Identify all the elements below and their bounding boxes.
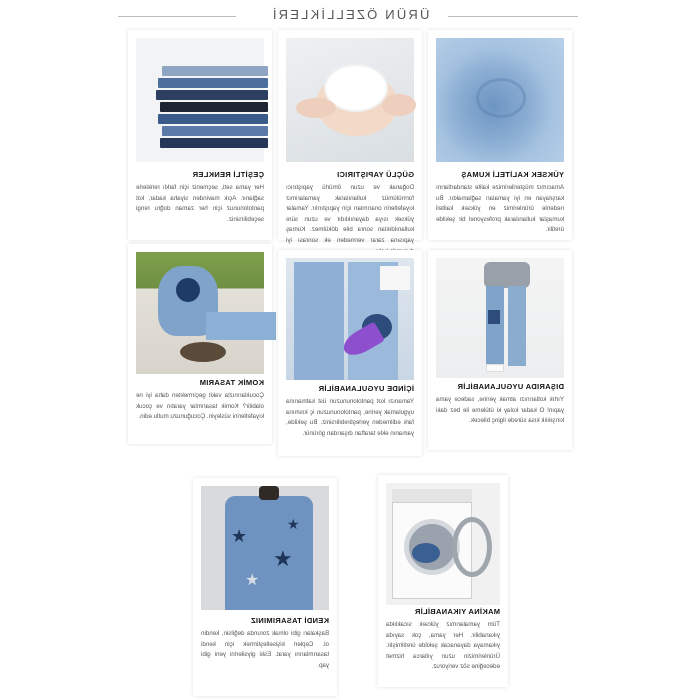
- page-title: ÜRÜN ÖZELLİKLERİ: [270, 7, 430, 22]
- card-title: GÜÇLÜ YAPIŞTIRICI: [336, 170, 414, 179]
- card-title: YÜKSEK KALİTELİ KUMAŞ: [461, 170, 564, 179]
- denim-stack-image: [136, 38, 264, 162]
- feature-card-washable: [378, 475, 508, 687]
- feature-card-fabric: [428, 30, 572, 240]
- star-jacket-image: ★ ★ ★ ★: [201, 486, 329, 610]
- feature-card-own-design: [193, 478, 337, 696]
- card-title: MAKİNA YIKANABİLİR: [414, 607, 500, 616]
- washing-machine-image: [386, 483, 500, 605]
- feature-card-adhesive: [278, 30, 422, 244]
- section-header: [0, 0, 700, 32]
- card-description: Tüm yamalarımız yüksek sıcaklıkta yıkanabilir. Her yama, çok sayıda yıkamaya dayanacak şekilde üretilmiştir. Ürünlerimizin uzun yıllarca hizmet edeceğine söz veriyoruz.: [386, 621, 500, 671]
- jeans-iron-image: [286, 258, 414, 380]
- card-title: İÇİNDE UYGULANABİLİR: [318, 384, 414, 393]
- feature-card-outside-apply: [428, 250, 572, 450]
- header-divider-right: [448, 16, 578, 17]
- card-description: Amacımız müşterilerimize kalite standartlarını karşılayan en iyi yamaları sağlamaktır. Bu nedenle ürünlerimiz en yüksek kaliteli kumaşlar kullanılarak profesyonel bir şekilde üretilir.: [436, 184, 564, 234]
- hands-cotton-image: [286, 38, 414, 162]
- fabric-image: [436, 38, 564, 162]
- card-description: Her yama seti, seçmeniz için farklı renklerle sağlanır. Açık mavinden siyaha kadar, kot pantolonunuz için her zaman doğru rengi seçebilirsiniz.: [136, 184, 264, 223]
- kid-knee-image: [136, 252, 264, 374]
- card-description: Yırtık kotlarınızı atmak yerine, sadece yama yapın! O kadar kolay ki ütüleme ile bez daki kırışıklık kısa sürede ilginç bilecek.: [436, 396, 564, 425]
- card-description: Yamanızı kot pantolonunuzun üst katmanına uygulamak yerine, pantolonunuzun iç kısmına fark edilmeden yerleştirebilirsiniz. Bu şekilde, yamanın ekle taraftan dışarıdan görünür.: [286, 398, 414, 437]
- feature-card-colors: [128, 30, 272, 240]
- model-jeans-image: [436, 258, 564, 378]
- card-description: Başkaları gibi olmak zorunda değilsin, kendin ol. Cepleri kişiselleştirmek için kendi tasarımlarını yarat. Eski giysilerini yeni gibi yap.: [201, 630, 329, 669]
- feature-card-fun-design: [128, 244, 272, 444]
- card-title: DIŞARIDA UYGULANABİLİR: [457, 382, 564, 391]
- card-description: Doğanak ve uzun ömürlü yapıştırıcı formülümüz kullanılarak yamalarımız kıyafetlerin onarımları için yapıştırılır. Yamalar yüksek ısıya dayanıklıdır ve uzun süre kullanıldıktan sonra bile dökülmez. Kumaş yapısına zarar vermeden ek sonrası iyi: [286, 184, 414, 244]
- card-description: Çocuklarınızla vakit geçirmekten daha iyi ne olabilir? Komik tasarımlar yaratın ve çocuk kıyafetlerini süsleyin. Çocuğunuzu mutlu edin.: [136, 392, 264, 421]
- card-title: KOMİK TASARIM: [199, 378, 264, 387]
- card-title: ÇEŞİTLİ RENKLER: [192, 170, 264, 179]
- card-title: KENDİ TASARIMINIZ: [250, 616, 329, 625]
- feature-card-inside-apply: [278, 250, 422, 456]
